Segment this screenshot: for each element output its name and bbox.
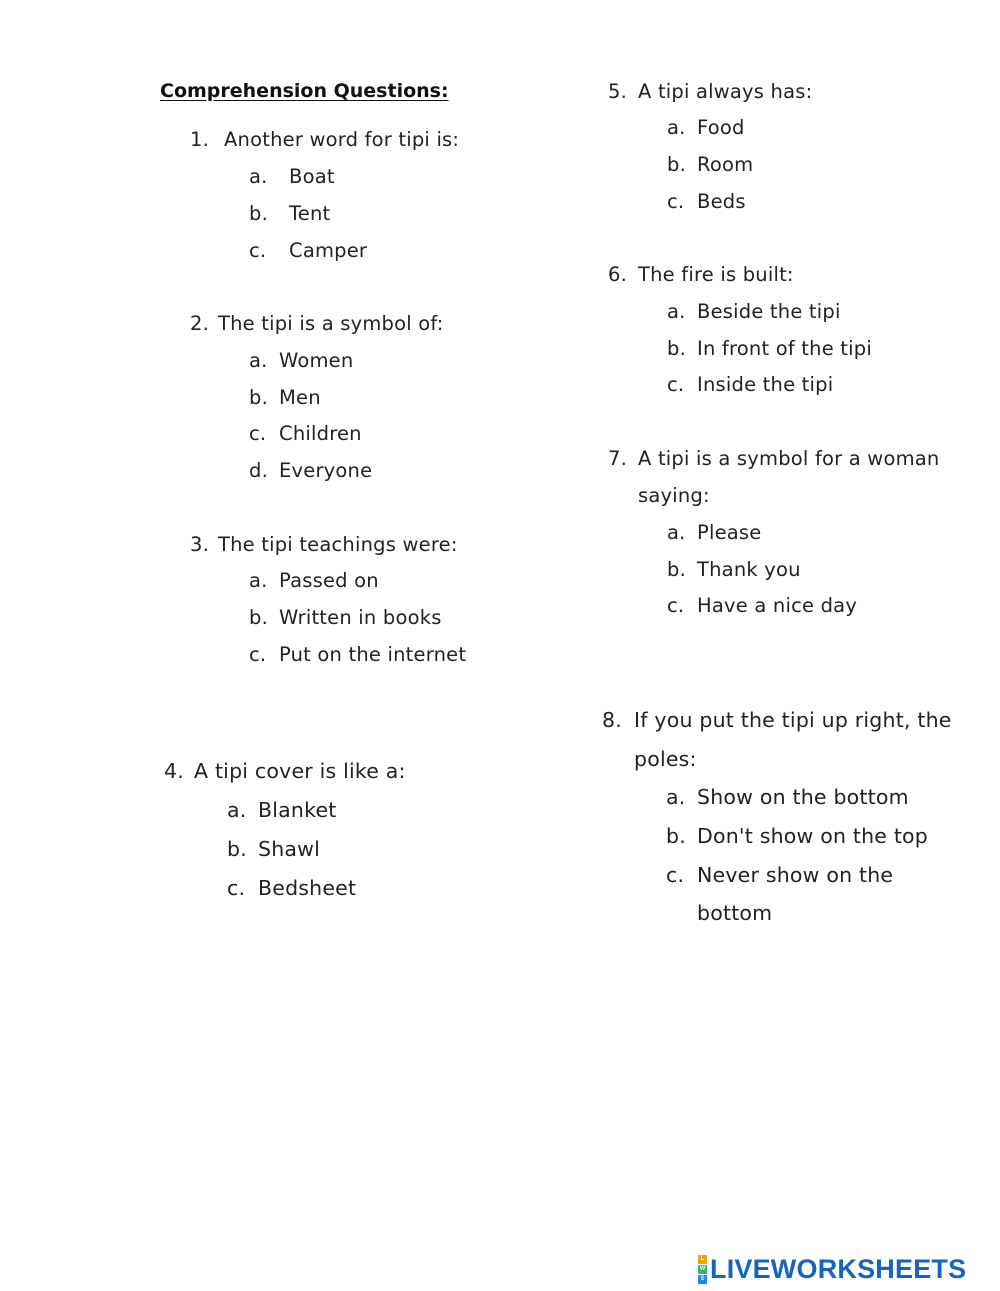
page-heading: Comprehension Questions: xyxy=(160,80,449,102)
question-7-text-line2: saying: xyxy=(638,484,710,507)
option-2b[interactable]: b. Men xyxy=(249,386,321,409)
logo-block-w: W xyxy=(699,1265,706,1272)
question-6-text: 6. The fire is built: xyxy=(608,263,794,286)
option-8c-line2: bottom xyxy=(697,901,773,925)
question-4-text: 4. A tipi cover is like a: xyxy=(164,759,406,783)
question-7-text: 7. A tipi is a symbol for a woman xyxy=(608,447,940,470)
option-2c[interactable]: c. Children xyxy=(249,422,362,445)
option-5a[interactable]: a. Food xyxy=(667,116,745,139)
question-5-text: 5. A tipi always has: xyxy=(608,80,813,103)
option-1b[interactable]: b. Tent xyxy=(249,202,331,225)
option-8a[interactable]: a. Show on the bottom xyxy=(666,785,909,809)
logo-block-s: S xyxy=(698,1275,707,1284)
option-5c[interactable]: c. Beds xyxy=(667,190,746,213)
option-6c[interactable]: c. Inside the tipi xyxy=(667,373,834,396)
option-3c[interactable]: c. Put on the internet xyxy=(249,643,467,666)
option-4c[interactable]: c. Bedsheet xyxy=(227,876,357,900)
option-7b[interactable]: b. Thank you xyxy=(667,558,801,581)
option-4b[interactable]: b. Shawl xyxy=(227,837,321,861)
logo-block-l: L xyxy=(698,1255,707,1264)
option-5b[interactable]: b. Room xyxy=(667,153,754,176)
option-1c[interactable]: c. Camper xyxy=(249,239,368,262)
option-8b[interactable]: b. Don't show on the top xyxy=(666,824,929,848)
logo-blocks-icon xyxy=(698,1255,707,1284)
option-3a[interactable]: a. Passed on xyxy=(249,569,379,592)
option-7c[interactable]: c. Have a nice day xyxy=(667,594,858,617)
option-4a[interactable]: a. Blanket xyxy=(227,798,337,822)
option-1a[interactable]: a. Boat xyxy=(249,165,335,188)
option-6a[interactable]: a. Beside the tipi xyxy=(667,300,841,323)
option-2a[interactable]: a. Women xyxy=(249,349,354,372)
option-2d[interactable]: d. Everyone xyxy=(249,459,373,482)
question-1-text: 1. Another word for tipi is: xyxy=(190,128,460,151)
question-8-text: 8. If you put the tipi up right, the xyxy=(602,708,952,732)
option-6b[interactable]: b. In front of the tipi xyxy=(667,337,872,360)
question-8-text-line2: poles: xyxy=(634,747,697,771)
option-7a[interactable]: a. Please xyxy=(667,521,762,544)
logo-text: LIVEWORKSHEETS xyxy=(710,1253,967,1284)
liveworksheets-logo xyxy=(698,1254,966,1284)
question-3-text: 3. The tipi teachings were: xyxy=(190,533,458,556)
question-2-text: 2. The tipi is a symbol of: xyxy=(190,312,444,335)
option-8c[interactable]: c. Never show on the xyxy=(666,863,894,887)
option-3b[interactable]: b. Written in books xyxy=(249,606,442,629)
